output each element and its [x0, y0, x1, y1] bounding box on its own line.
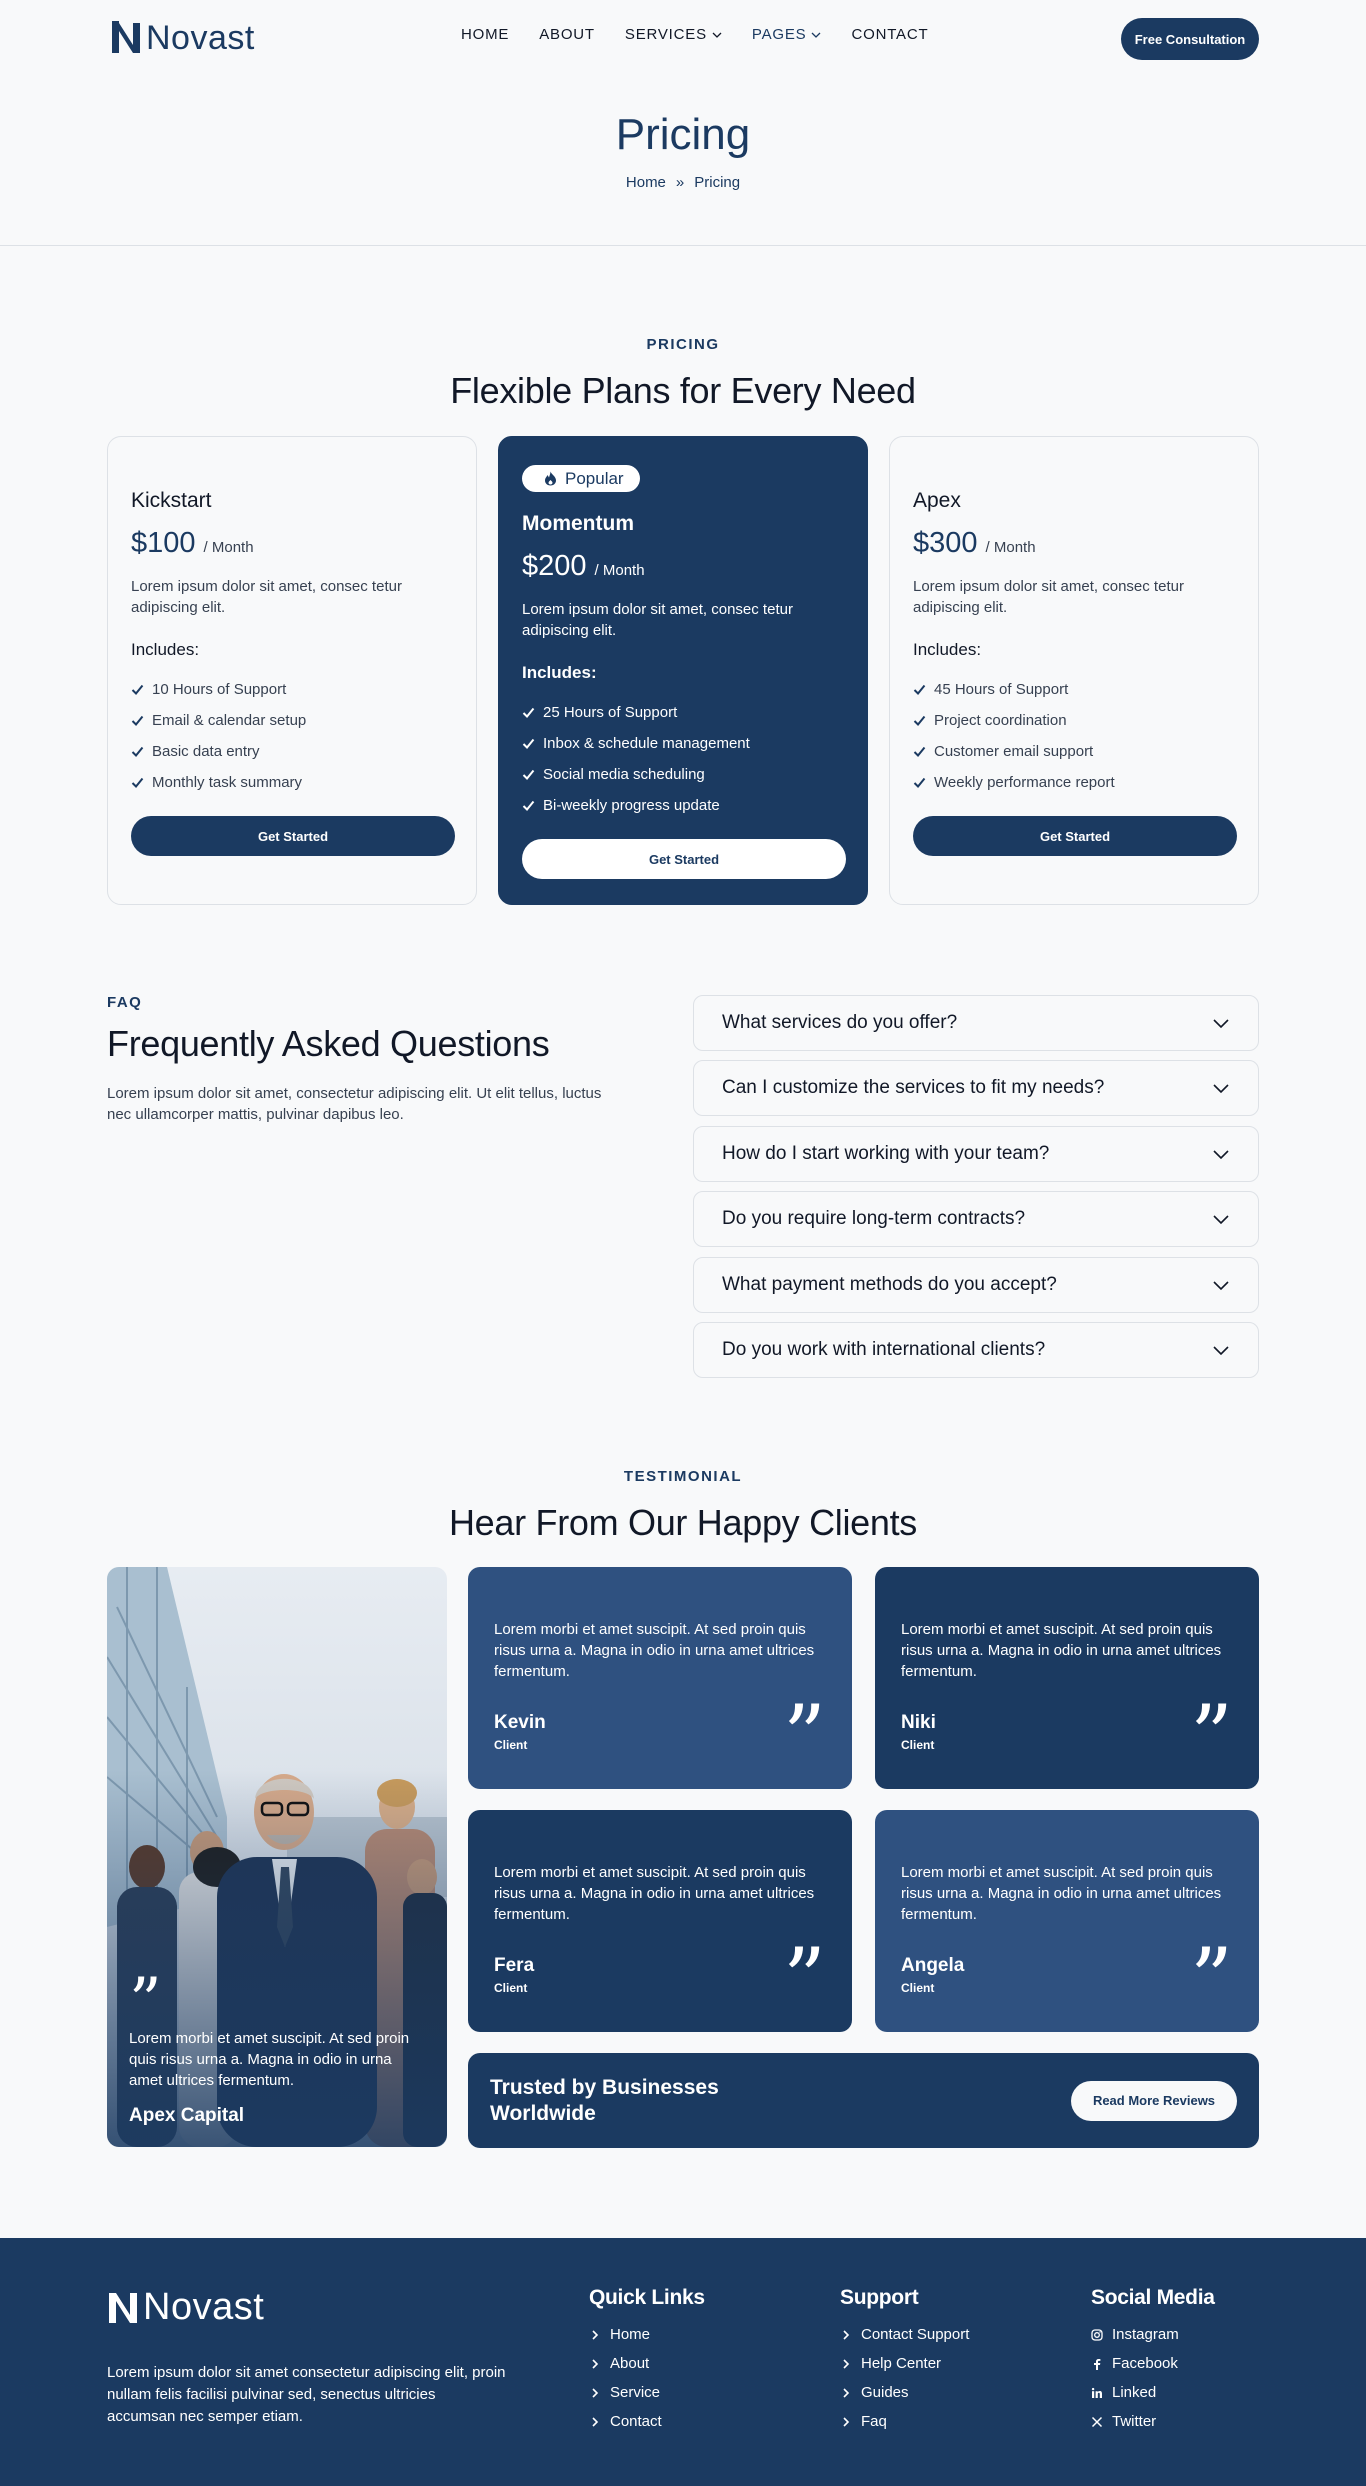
breadcrumb-home[interactable]: Home — [625, 174, 666, 191]
chevron-down-icon — [712, 30, 722, 40]
footer-brand-name: Novast — [143, 2286, 265, 2328]
faq-item[interactable] — [693, 1191, 1259, 1247]
footer-link[interactable] — [840, 2378, 969, 2407]
faq-eyebrow: FAQ — [107, 994, 143, 1011]
plan-period: / Month — [203, 539, 254, 556]
testimonial-text: Lorem morbi et amet suscipit. At sed proin quis risus urna a. Magna in odio in urna amet ultrices fermentum. — [901, 1621, 1222, 1680]
featured-quote: Lorem morbi et amet suscipit. At sed proin quis risus urna a. Magna in odio in urna amet ultrices fermentum. — [129, 2030, 410, 2089]
nav-home-label: HOME — [461, 26, 510, 43]
footer-link[interactable] — [589, 2378, 705, 2407]
faq-item[interactable] — [693, 1257, 1259, 1313]
chevron-down-icon — [1212, 1079, 1230, 1097]
breadcrumb-separator: » — [675, 174, 685, 191]
chevron-right-icon — [840, 2416, 852, 2428]
check-icon — [913, 683, 926, 696]
testimonial-text: Lorem morbi et amet suscipit. At sed proin quis risus urna a. Magna in odio in urna amet ultrices fermentum. — [901, 1864, 1222, 1923]
feature-item — [522, 790, 844, 821]
footer-link-label: Facebook — [1112, 2355, 1178, 2372]
footer-about: Lorem ipsum dolor sit amet consectetur adipiscing elit, proin nullam felis facilisi pulvinar sed, senectus ultricies accumsan nec semper etiam. — [107, 2364, 506, 2425]
footer-social-twitter[interactable] — [1091, 2407, 1215, 2436]
footer-link[interactable] — [840, 2349, 969, 2378]
footer-link[interactable] — [589, 2349, 705, 2378]
page-title: Pricing — [615, 110, 751, 159]
nav-about-label: ABOUT — [539, 26, 595, 43]
feature-text: Project coordination — [934, 712, 1067, 729]
chevron-right-icon — [589, 2416, 601, 2428]
chevron-down-icon — [811, 30, 821, 40]
nav-about[interactable] — [539, 26, 595, 43]
feature-text: Weekly performance report — [934, 774, 1115, 791]
chevron-right-icon — [589, 2387, 601, 2399]
feature-item — [522, 697, 844, 728]
faq-question: Do you require long-term contracts? — [722, 1208, 1026, 1229]
plan-name: Apex — [913, 489, 961, 512]
footer-support — [840, 2286, 969, 2436]
testimonial-name: Fera — [494, 1955, 535, 1976]
pricing-heading: Flexible Plans for Every Need — [450, 370, 916, 411]
feature-item — [913, 736, 1235, 767]
footer-col-title: Support — [840, 2286, 919, 2309]
feature-text: Basic data entry — [152, 743, 260, 760]
footer-link-label: Twitter — [1112, 2413, 1157, 2430]
faq-item[interactable] — [693, 1126, 1259, 1182]
pricing-eyebrow: PRICING — [646, 336, 720, 353]
testimonial-name: Kevin — [494, 1712, 546, 1733]
footer-social — [1091, 2286, 1215, 2436]
page-title-section — [0, 110, 1366, 191]
faq-description: Lorem ipsum dolor sit amet, consectetur adipiscing elit. Ut elit tellus, luctus nec ullamcorper mattis, pulvinar dapibus leo. — [107, 1085, 602, 1123]
feature-text: 45 Hours of Support — [934, 681, 1069, 698]
testimonial-text: Lorem morbi et amet suscipit. At sed proin quis risus urna a. Magna in odio in urna amet ultrices fermentum. — [494, 1864, 815, 1923]
nav-contact[interactable] — [851, 26, 928, 43]
testimonial-card-kevin — [468, 1567, 852, 1789]
footer-link-label: About — [610, 2355, 650, 2372]
chevron-right-icon — [589, 2358, 601, 2370]
footer-social-linkedin[interactable] — [1091, 2378, 1215, 2407]
footer-link-label: Contact — [610, 2413, 662, 2430]
nav-pages-label: PAGES — [751, 26, 807, 43]
check-icon — [522, 768, 535, 781]
check-icon — [131, 776, 144, 789]
feature-text: 25 Hours of Support — [543, 704, 678, 721]
footer-col-title: Quick Links — [589, 2286, 705, 2309]
main-nav — [461, 26, 928, 43]
plan-features — [913, 674, 1235, 798]
faq-intro — [107, 994, 627, 1125]
footer-link-label: Contact Support — [861, 2326, 970, 2343]
breadcrumb — [0, 174, 1366, 191]
featured-testimonial-photo — [107, 1567, 447, 2147]
testimonial-role: Client — [494, 1981, 528, 1995]
plan-includes-label: Includes: — [131, 640, 200, 659]
plan-name: Momentum — [522, 512, 634, 535]
footer-link-label: Service — [610, 2384, 661, 2401]
plan-price: $300 — [913, 527, 978, 559]
feature-text: Monthly task summary — [152, 774, 303, 791]
flame-icon — [544, 471, 557, 486]
chevron-down-icon — [1212, 1341, 1230, 1359]
plan-period: / Month — [985, 539, 1036, 556]
footer-link[interactable] — [589, 2407, 705, 2436]
feature-item — [131, 674, 453, 705]
plan-description: Lorem ipsum dolor sit amet, consec tetur adipiscing elit. — [913, 578, 1184, 616]
feature-item — [522, 759, 844, 790]
chevron-down-icon — [1212, 1276, 1230, 1294]
price-row — [522, 550, 844, 583]
check-icon — [131, 683, 144, 696]
testimonial-card-angela — [875, 1810, 1259, 2032]
site-footer — [0, 2238, 1366, 2486]
popular-badge — [522, 465, 640, 492]
price-row — [913, 527, 1235, 560]
plan-features — [522, 697, 844, 821]
feature-item — [522, 728, 844, 759]
plan-period: / Month — [594, 562, 645, 579]
feature-item — [913, 767, 1235, 798]
footer-link[interactable] — [589, 2320, 705, 2349]
feature-text: 10 Hours of Support — [152, 681, 287, 698]
footer-link-label: Instagram — [1112, 2326, 1179, 2343]
footer-link-label: Faq — [861, 2413, 887, 2430]
brand-name: Novast — [146, 18, 255, 57]
footer-social-facebook[interactable] — [1091, 2349, 1215, 2378]
instagram-icon — [1091, 2329, 1103, 2341]
price-row — [131, 527, 453, 560]
check-icon — [131, 714, 144, 727]
chevron-right-icon — [840, 2387, 852, 2399]
pricing-card-apex — [889, 436, 1259, 905]
popular-badge-label: Popular — [565, 468, 624, 488]
x-twitter-icon — [1091, 2416, 1103, 2428]
faq-item[interactable] — [693, 1322, 1259, 1378]
nav-services-label: SERVICES — [624, 26, 707, 43]
feature-text: Customer email support — [934, 743, 1094, 760]
featured-company: Apex Capital — [129, 2105, 245, 2126]
faq-question: Can I customize the services to fit my needs? — [722, 1077, 1105, 1098]
feature-text: Bi-weekly progress update — [543, 797, 720, 814]
header-divider — [0, 245, 1366, 246]
nav-services[interactable] — [625, 26, 722, 43]
brand-logo[interactable] — [110, 16, 255, 60]
chevron-down-icon — [1212, 1145, 1230, 1163]
footer-link-label: Home — [610, 2326, 651, 2343]
chevron-down-icon — [1212, 1210, 1230, 1228]
quote-icon: ” — [1190, 1687, 1233, 1785]
quote-icon: ” — [129, 1965, 162, 2039]
plan-description: Lorem ipsum dolor sit amet, consec tetur adipiscing elit. — [131, 578, 402, 616]
chevron-right-icon — [840, 2329, 852, 2341]
logo-mark-icon — [110, 19, 142, 57]
testimonial-card-niki — [875, 1567, 1259, 1789]
footer-link-label: Guides — [861, 2384, 909, 2401]
feature-item — [131, 705, 453, 736]
featured-testimonial-content — [129, 1965, 429, 2127]
logo-mark-icon — [107, 2289, 139, 2327]
footer-link[interactable] — [840, 2407, 969, 2436]
footer-social-instagram[interactable] — [1091, 2320, 1215, 2349]
faq-question: Do you work with international clients? — [722, 1339, 1046, 1360]
check-icon — [913, 776, 926, 789]
footer-link-label: Linked — [1112, 2384, 1157, 2401]
feature-text: Email & calendar setup — [152, 712, 307, 729]
check-icon — [522, 737, 535, 750]
quote-icon: ” — [783, 1687, 826, 1785]
testimonial-role: Client — [901, 1981, 935, 1995]
quote-icon: ” — [1190, 1930, 1233, 2028]
plan-price: $200 — [522, 550, 587, 582]
trusted-title: Trusted by Businesses Worldwide — [490, 2075, 719, 2125]
nav-home[interactable] — [461, 26, 509, 43]
plan-description: Lorem ipsum dolor sit amet, consec tetur adipiscing elit. — [522, 601, 793, 639]
feature-item — [913, 705, 1235, 736]
pricing-card-kickstart — [107, 436, 477, 905]
faq-question: How do I start working with your team? — [722, 1143, 1050, 1164]
get-started-button[interactable]: Get Started — [913, 816, 1237, 856]
faq-heading: Frequently Asked Questions — [107, 1023, 550, 1064]
faq-question: What services do you offer? — [722, 1012, 958, 1033]
footer-link[interactable] — [840, 2320, 969, 2349]
chevron-right-icon — [840, 2358, 852, 2370]
read-more-reviews-button[interactable]: Read More Reviews — [1071, 2081, 1237, 2121]
testimonial-name: Angela — [901, 1955, 965, 1976]
testimonial-card-fera — [468, 1810, 852, 2032]
feature-item — [913, 674, 1235, 705]
check-icon — [522, 706, 535, 719]
pricing-card-momentum — [498, 436, 868, 905]
testimonial-heading: Hear From Our Happy Clients — [448, 1502, 918, 1543]
faq-item[interactable] — [693, 1060, 1259, 1116]
linkedin-icon — [1091, 2387, 1103, 2399]
chevron-down-icon — [1212, 1014, 1230, 1032]
feature-text: Inbox & schedule management — [543, 735, 750, 752]
testimonial-text: Lorem morbi et amet suscipit. At sed proin quis risus urna a. Magna in odio in urna amet ultrices fermentum. — [494, 1621, 815, 1680]
plan-includes-label: Includes: — [522, 663, 597, 682]
feature-item — [131, 767, 453, 798]
nav-contact-label: CONTACT — [851, 26, 929, 43]
breadcrumb-current: Pricing — [694, 174, 741, 191]
site-header — [0, 0, 1366, 76]
footer-quick-links — [589, 2286, 705, 2436]
testimonial-role: Client — [901, 1738, 935, 1752]
feature-item — [131, 736, 453, 767]
quote-icon: ” — [783, 1930, 826, 2028]
faq-item[interactable] — [693, 995, 1259, 1051]
check-icon — [913, 714, 926, 727]
plan-includes-label: Includes: — [913, 640, 982, 659]
free-consultation-button[interactable]: Free Consultation — [1121, 18, 1259, 60]
footer-logo[interactable] — [107, 2286, 264, 2329]
footer-link-label: Help Center — [861, 2355, 942, 2372]
plan-name: Kickstart — [131, 489, 212, 512]
facebook-icon — [1091, 2358, 1103, 2370]
plan-price: $100 — [131, 527, 196, 559]
get-started-button[interactable]: Get Started — [131, 816, 455, 856]
check-icon — [522, 799, 535, 812]
testimonial-eyebrow: TESTIMONIAL — [623, 1468, 743, 1485]
plan-features — [131, 674, 453, 798]
testimonial-role: Client — [494, 1738, 528, 1752]
check-icon — [913, 745, 926, 758]
feature-text: Social media scheduling — [543, 766, 705, 783]
check-icon — [131, 745, 144, 758]
nav-pages[interactable] — [752, 26, 822, 43]
trusted-banner — [468, 2053, 1259, 2148]
testimonial-name: Niki — [901, 1712, 936, 1733]
get-started-button[interactable]: Get Started — [522, 839, 846, 879]
chevron-right-icon — [589, 2329, 601, 2341]
footer-col-title: Social Media — [1091, 2286, 1215, 2309]
faq-question: What payment methods do you accept? — [722, 1274, 1057, 1295]
